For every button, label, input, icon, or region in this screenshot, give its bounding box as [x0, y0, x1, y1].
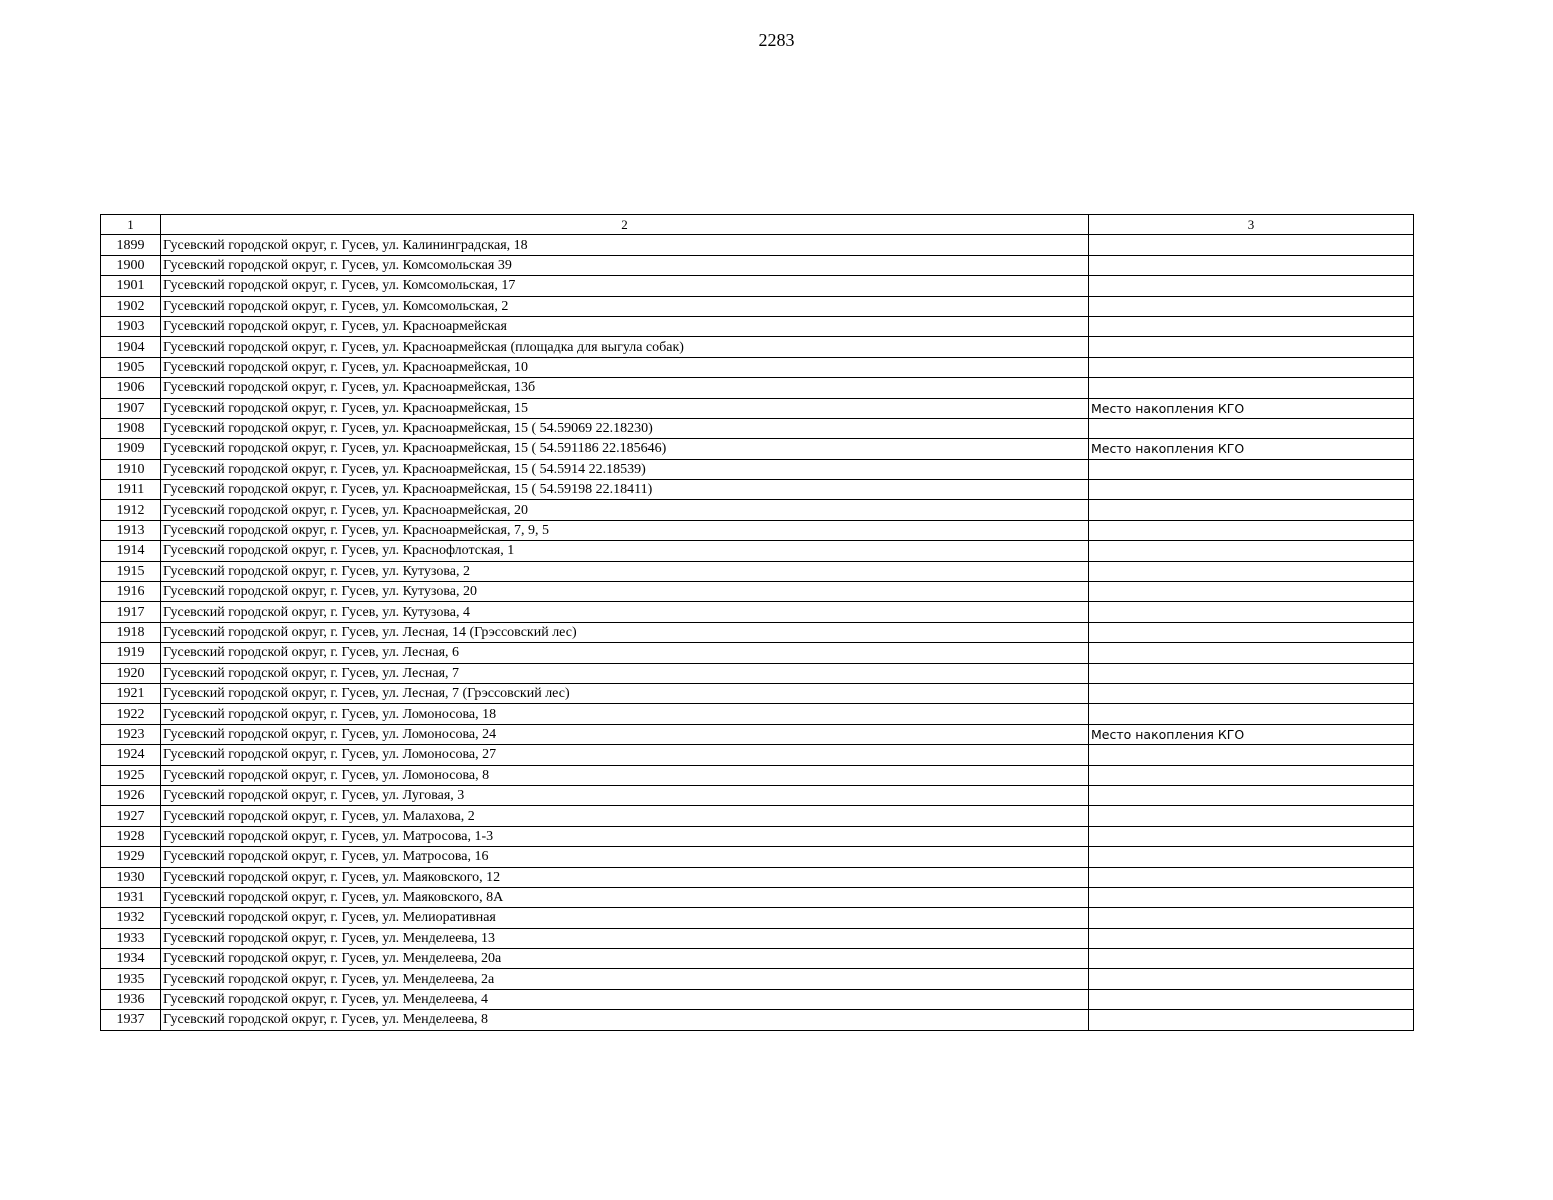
address-cell: Гусевский городской округ, г. Гусев, ул. Лесная, 7: [161, 663, 1089, 683]
note-cell: [1089, 969, 1414, 989]
note-cell: [1089, 663, 1414, 683]
address-cell: Гусевский городской округ, г. Гусев, ул. Красноармейская, 20: [161, 500, 1089, 520]
table-row: [101, 602, 1414, 622]
note-cell: Место накопления КГО: [1089, 439, 1414, 459]
address-cell: Гусевский городской округ, г. Гусев, ул. Красноармейская, 13б: [161, 378, 1089, 398]
row-number-cell: 1925: [101, 765, 161, 785]
note-cell: [1089, 949, 1414, 969]
address-cell: Гусевский городской округ, г. Гусев, ул. Лесная, 7 (Грэссовский лес): [161, 683, 1089, 703]
table-row: [101, 255, 1414, 275]
row-number-cell: 1921: [101, 683, 161, 703]
table-row: [101, 500, 1414, 520]
address-cell: Гусевский городской округ, г. Гусев, ул. Матросова, 16: [161, 847, 1089, 867]
table-row: [101, 908, 1414, 928]
note-cell: [1089, 459, 1414, 479]
note-cell: [1089, 826, 1414, 846]
note-cell: [1089, 500, 1414, 520]
row-number-cell: 1931: [101, 887, 161, 907]
table-row: [101, 296, 1414, 316]
note-cell: [1089, 357, 1414, 377]
note-cell: [1089, 602, 1414, 622]
table-row: [101, 969, 1414, 989]
table-row: [101, 989, 1414, 1009]
table-row: [101, 439, 1414, 459]
column-header-2: 2: [161, 215, 1089, 235]
address-cell: Гусевский городской округ, г. Гусев, ул. Красноармейская, 15 ( 54.59198 22.18411): [161, 480, 1089, 500]
row-number-cell: 1914: [101, 541, 161, 561]
address-cell: Гусевский городской округ, г. Гусев, ул. Красноармейская, 10: [161, 357, 1089, 377]
note-cell: [1089, 296, 1414, 316]
row-number-cell: 1910: [101, 459, 161, 479]
table-row: [101, 378, 1414, 398]
note-cell: [1089, 418, 1414, 438]
row-number-cell: 1903: [101, 316, 161, 336]
address-cell: Гусевский городской округ, г. Гусев, ул. Комсомольская, 2: [161, 296, 1089, 316]
table-row: [101, 928, 1414, 948]
note-cell: [1089, 745, 1414, 765]
note-cell: [1089, 989, 1414, 1009]
note-cell: [1089, 704, 1414, 724]
address-cell: Гусевский городской округ, г. Гусев, ул. Лесная, 6: [161, 643, 1089, 663]
table-row: [101, 316, 1414, 336]
table-body: [101, 235, 1414, 1030]
table-row: [101, 541, 1414, 561]
row-number-cell: 1912: [101, 500, 161, 520]
row-number-cell: 1929: [101, 847, 161, 867]
note-cell: [1089, 847, 1414, 867]
note-cell: [1089, 337, 1414, 357]
address-cell: Гусевский городской округ, г. Гусев, ул. Маяковского, 12: [161, 867, 1089, 887]
table-row: [101, 724, 1414, 744]
address-table: [100, 214, 1414, 1031]
row-number-cell: 1908: [101, 418, 161, 438]
address-cell: Гусевский городской округ, г. Гусев, ул. Краснофлотская, 1: [161, 541, 1089, 561]
table-row: [101, 480, 1414, 500]
table-row: [101, 949, 1414, 969]
note-cell: [1089, 785, 1414, 805]
table-row: [101, 745, 1414, 765]
row-number-cell: 1917: [101, 602, 161, 622]
row-number-cell: 1901: [101, 276, 161, 296]
note-cell: Место накопления КГО: [1089, 724, 1414, 744]
table-row: [101, 357, 1414, 377]
note-cell: [1089, 541, 1414, 561]
table-row: [101, 276, 1414, 296]
table-header-row: [101, 215, 1414, 235]
row-number-cell: 1919: [101, 643, 161, 663]
address-cell: Гусевский городской округ, г. Гусев, ул. Менделеева, 4: [161, 989, 1089, 1009]
row-number-cell: 1923: [101, 724, 161, 744]
row-number-cell: 1916: [101, 582, 161, 602]
row-number-cell: 1911: [101, 480, 161, 500]
note-cell: [1089, 765, 1414, 785]
table-row: [101, 663, 1414, 683]
address-cell: Гусевский городской округ, г. Гусев, ул. Комсомольская, 17: [161, 276, 1089, 296]
address-cell: Гусевский городской округ, г. Гусев, ул. Комсомольская 39: [161, 255, 1089, 275]
row-number-cell: 1930: [101, 867, 161, 887]
address-cell: Гусевский городской округ, г. Гусев, ул. Маяковского, 8А: [161, 887, 1089, 907]
address-cell: Гусевский городской округ, г. Гусев, ул. Красноармейская: [161, 316, 1089, 336]
table-row: [101, 582, 1414, 602]
address-cell: Гусевский городской округ, г. Гусев, ул. Луговая, 3: [161, 785, 1089, 805]
row-number-cell: 1909: [101, 439, 161, 459]
row-number-cell: 1924: [101, 745, 161, 765]
note-cell: [1089, 520, 1414, 540]
table-row: [101, 561, 1414, 581]
row-number-cell: 1933: [101, 928, 161, 948]
table-row: [101, 622, 1414, 642]
row-number-cell: 1927: [101, 806, 161, 826]
note-cell: [1089, 480, 1414, 500]
row-number-cell: 1926: [101, 785, 161, 805]
address-cell: Гусевский городской округ, г. Гусев, ул. Красноармейская, 15 ( 54.59069 22.18230): [161, 418, 1089, 438]
address-cell: Гусевский городской округ, г. Гусев, ул. Менделеева, 8: [161, 1010, 1089, 1030]
note-cell: [1089, 887, 1414, 907]
note-cell: [1089, 1010, 1414, 1030]
note-cell: [1089, 683, 1414, 703]
address-cell: Гусевский городской округ, г. Гусев, ул. Ломоносова, 18: [161, 704, 1089, 724]
table-row: [101, 785, 1414, 805]
note-cell: [1089, 867, 1414, 887]
table-row: [101, 887, 1414, 907]
row-number-cell: 1937: [101, 1010, 161, 1030]
table-row: [101, 1010, 1414, 1030]
address-cell: Гусевский городской округ, г. Гусев, ул. Красноармейская (площадка для выгула собак): [161, 337, 1089, 357]
row-number-cell: 1904: [101, 337, 161, 357]
row-number-cell: 1928: [101, 826, 161, 846]
note-cell: [1089, 561, 1414, 581]
address-cell: Гусевский городской округ, г. Гусев, ул. Калининградская, 18: [161, 235, 1089, 255]
note-cell: [1089, 378, 1414, 398]
row-number-cell: 1913: [101, 520, 161, 540]
address-cell: Гусевский городской округ, г. Гусев, ул. Кутузова, 20: [161, 582, 1089, 602]
table-row: [101, 418, 1414, 438]
address-cell: Гусевский городской округ, г. Гусев, ул. Менделеева, 13: [161, 928, 1089, 948]
row-number-cell: 1905: [101, 357, 161, 377]
table-row: [101, 847, 1414, 867]
note-cell: Место накопления КГО: [1089, 398, 1414, 418]
table-row: [101, 520, 1414, 540]
address-cell: Гусевский городской округ, г. Гусев, ул. Кутузова, 4: [161, 602, 1089, 622]
row-number-cell: 1920: [101, 663, 161, 683]
row-number-cell: 1900: [101, 255, 161, 275]
row-number-cell: 1932: [101, 908, 161, 928]
row-number-cell: 1936: [101, 989, 161, 1009]
note-cell: [1089, 582, 1414, 602]
note-cell: [1089, 255, 1414, 275]
address-cell: Гусевский городской округ, г. Гусев, ул. Ломоносова, 27: [161, 745, 1089, 765]
note-cell: [1089, 928, 1414, 948]
row-number-cell: 1902: [101, 296, 161, 316]
address-cell: Гусевский городской округ, г. Гусев, ул. Красноармейская, 15 ( 54.5914 22.18539): [161, 459, 1089, 479]
row-number-cell: 1918: [101, 622, 161, 642]
table-row: [101, 235, 1414, 255]
page-number: 2283: [758, 30, 795, 50]
table-row: [101, 806, 1414, 826]
table-row: [101, 337, 1414, 357]
address-cell: Гусевский городской округ, г. Гусев, ул. Красноармейская, 15 ( 54.591186 22.185646): [161, 439, 1089, 459]
note-cell: [1089, 235, 1414, 255]
table-row: [101, 826, 1414, 846]
row-number-cell: 1922: [101, 704, 161, 724]
address-cell: Гусевский городской округ, г. Гусев, ул. Кутузова, 2: [161, 561, 1089, 581]
row-number-cell: 1899: [101, 235, 161, 255]
address-cell: Гусевский городской округ, г. Гусев, ул. Лесная, 14 (Грэссовский лес): [161, 622, 1089, 642]
row-number-cell: 1915: [101, 561, 161, 581]
address-cell: Гусевский городской округ, г. Гусев, ул. Матросова, 1-3: [161, 826, 1089, 846]
address-cell: Гусевский городской округ, г. Гусев, ул. Красноармейская, 15: [161, 398, 1089, 418]
row-number-cell: 1906: [101, 378, 161, 398]
note-cell: [1089, 276, 1414, 296]
table-row: [101, 643, 1414, 663]
address-cell: Гусевский городской округ, г. Гусев, ул. Ломоносова, 8: [161, 765, 1089, 785]
address-cell: Гусевский городской округ, г. Гусев, ул. Красноармейская, 7, 9, 5: [161, 520, 1089, 540]
table-row: [101, 398, 1414, 418]
note-cell: [1089, 643, 1414, 663]
table-row: [101, 459, 1414, 479]
address-cell: Гусевский городской округ, г. Гусев, ул. Малахова, 2: [161, 806, 1089, 826]
note-cell: [1089, 806, 1414, 826]
column-header-3: 3: [1089, 215, 1414, 235]
address-cell: Гусевский городской округ, г. Гусев, ул. Ломоносова, 24: [161, 724, 1089, 744]
note-cell: [1089, 622, 1414, 642]
address-cell: Гусевский городской округ, г. Гусев, ул. Менделеева, 2а: [161, 969, 1089, 989]
table-row: [101, 765, 1414, 785]
row-number-cell: 1934: [101, 949, 161, 969]
note-cell: [1089, 908, 1414, 928]
row-number-cell: 1935: [101, 969, 161, 989]
address-cell: Гусевский городской округ, г. Гусев, ул. Менделеева, 20а: [161, 949, 1089, 969]
note-cell: [1089, 316, 1414, 336]
table-row: [101, 704, 1414, 724]
row-number-cell: 1907: [101, 398, 161, 418]
table-row: [101, 683, 1414, 703]
address-cell: Гусевский городской округ, г. Гусев, ул. Мелиоративная: [161, 908, 1089, 928]
table-row: [101, 867, 1414, 887]
column-header-1: 1: [101, 215, 161, 235]
